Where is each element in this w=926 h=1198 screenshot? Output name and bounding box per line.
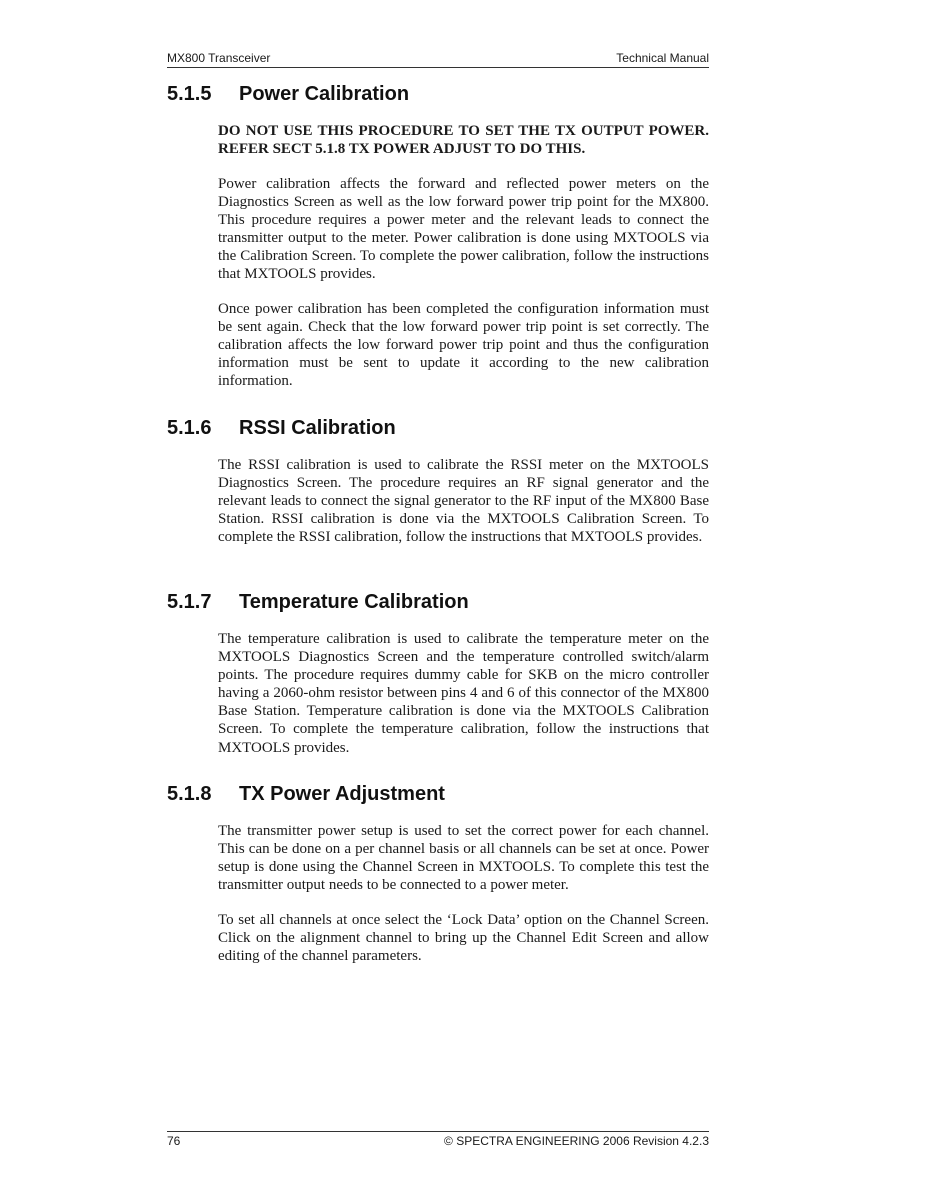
- header-manual-type: Technical Manual: [616, 51, 709, 65]
- paragraph: Power calibration affects the forward and reflected power meters on the Diagnostics Screen as well as the low forward power trip point for the MX800. This procedure requires a power meter and the relevant leads to connect the transmitter output to the meter. Power calibration is done using MXTOOLS via the Calibration Screen. To complete the power calibration, follow the instructions that MXTOOLS provides.: [218, 176, 709, 283]
- section-title: RSSI Calibration: [239, 417, 396, 439]
- section-heading-power-calibration: [167, 82, 409, 106]
- section-heading-tx-power-adjustment: [167, 782, 445, 806]
- section-number: 5.1.6: [167, 417, 212, 439]
- warning-notice: DO NOT USE THIS PROCEDURE TO SET THE TX OUTPUT POWER. REFER SECT 5.1.8 TX POWER ADJUST TO DO THIS.: [218, 123, 709, 157]
- section-number: 5.1.7: [167, 591, 212, 613]
- section-title: Temperature Calibration: [239, 591, 469, 613]
- footer-copyright: © SPECTRA ENGINEERING 2006 Revision 4.2.3: [444, 1134, 709, 1148]
- page-header: [167, 51, 709, 68]
- paragraph: Once power calibration has been completed the configuration information must be sent again. Check that the low forward power trip point is set correctly. The calibration affects the low forward power trip point and thus the configuration information must be sent to update it according to the new calibration information.: [218, 301, 709, 390]
- section-number: 5.1.5: [167, 83, 212, 105]
- paragraph: The transmitter power setup is used to set the correct power for each channel. This can be done on a per channel basis or all channels can be set at once. Power setup is done using the Channel Screen in MXTOOLS. To complete this test the transmitter output needs to be connected to a power meter.: [218, 823, 709, 894]
- paragraph: To set all channels at once select the ‘Lock Data’ option on the Channel Screen. Click on the alignment channel to bring up the Channel Edit Screen and allow editing of the channel parameters.: [218, 912, 709, 965]
- section-title: Power Calibration: [239, 83, 410, 105]
- section-heading-rssi-calibration: [167, 416, 396, 440]
- paragraph: The temperature calibration is used to calibrate the temperature meter on the MXTOOLS Diagnostics Screen and the temperature controlled switch/alarm points. The procedure requires dummy cable for SKB on the micro controller having a 2060-ohm resistor between pins 4 and 6 of this connector of the MX800 Base Station. Temperature calibration is done via the MXTOOLS Calibration Screen. To complete the temperature calibration, follow the instructions that MXTOOLS provides.: [218, 631, 709, 756]
- header-document-title: MX800 Transceiver: [167, 51, 271, 65]
- paragraph: The RSSI calibration is used to calibrate the RSSI meter on the MXTOOLS Diagnostics Screen. The procedure requires an RF signal generator and the relevant leads to connect the signal generator to the RF input of the MX800 Base Station. RSSI calibration is done via the MXTOOLS Calibration Screen. To complete the RSSI calibration, follow the instructions that MXTOOLS provides.: [218, 457, 709, 546]
- section-title: TX Power Adjustment: [239, 783, 445, 805]
- section-number: 5.1.8: [167, 783, 212, 805]
- page-footer: [167, 1131, 709, 1150]
- section-heading-temperature-calibration: [167, 590, 469, 614]
- page-number: 76: [167, 1134, 181, 1148]
